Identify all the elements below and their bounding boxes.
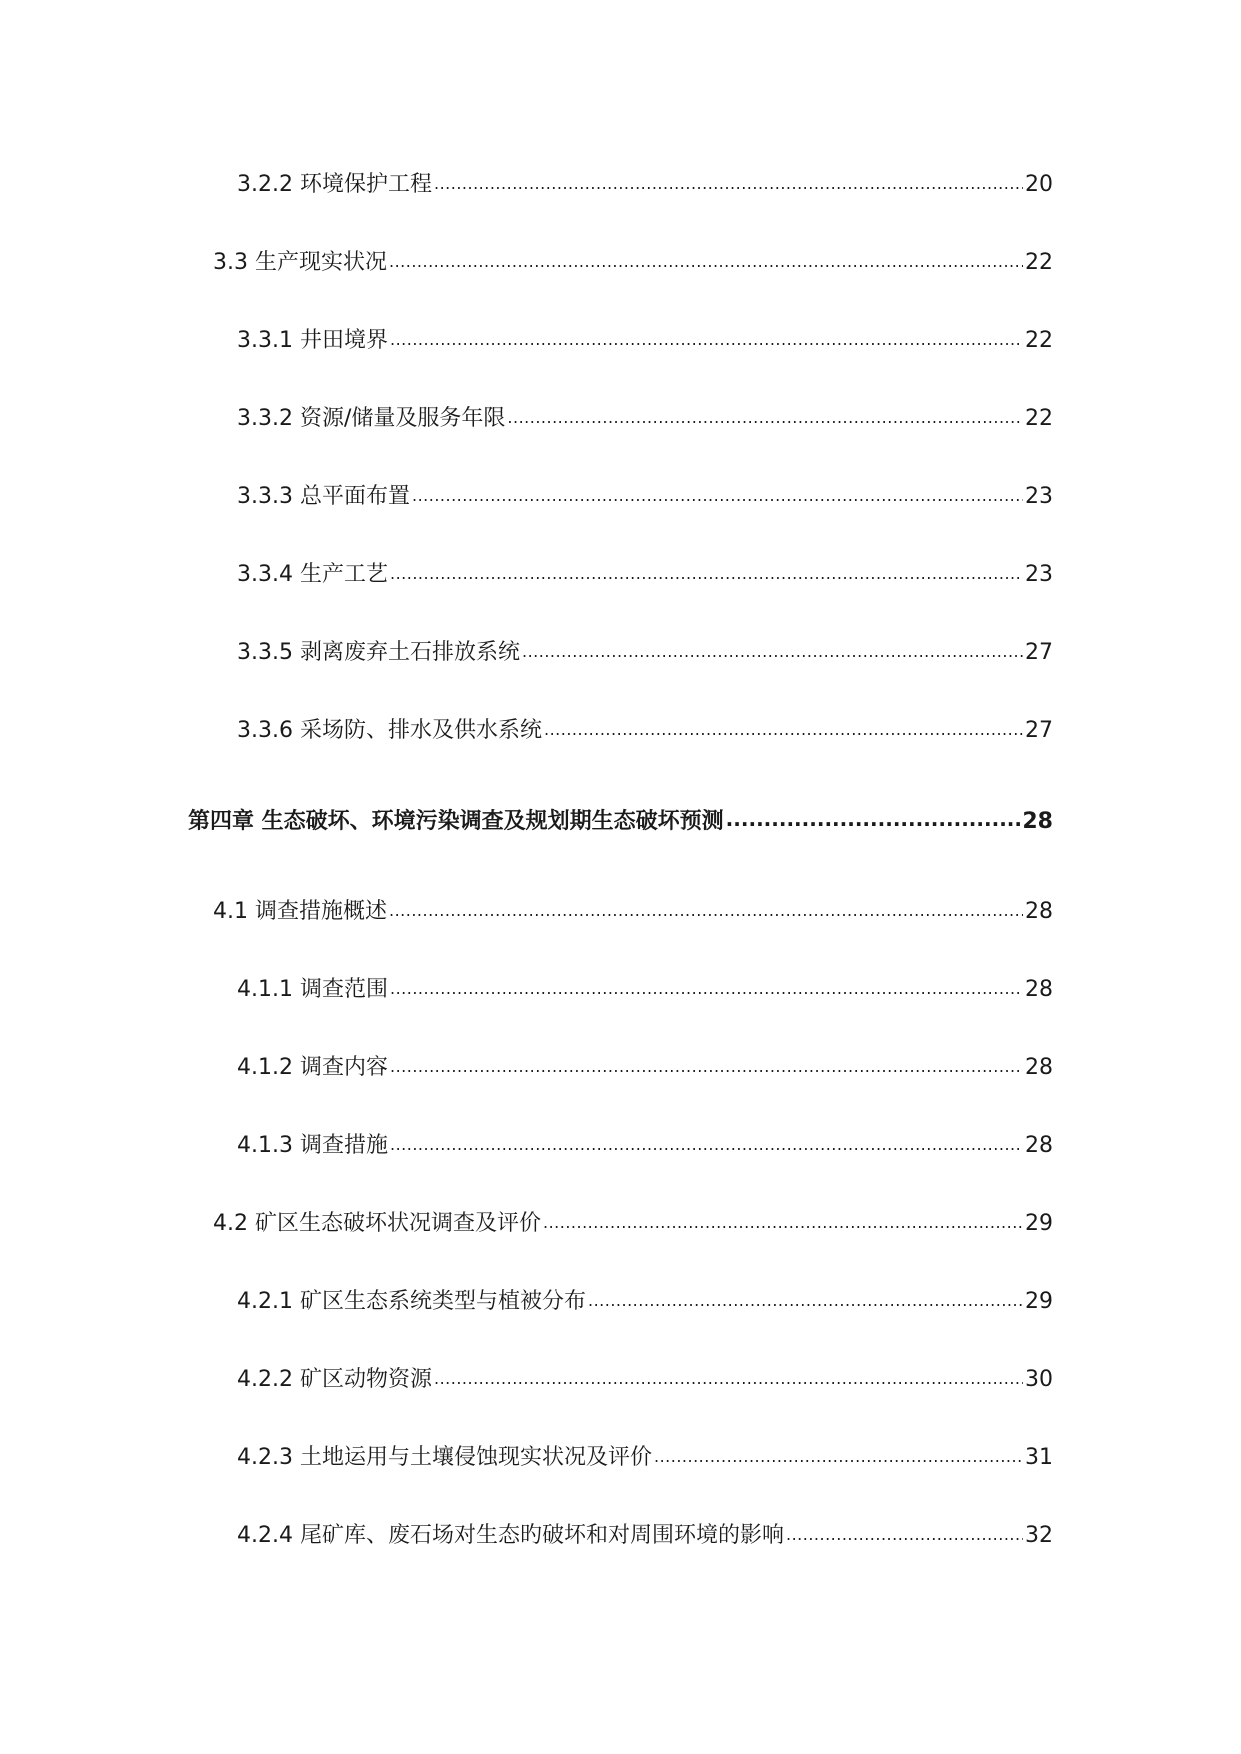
- toc-dot-leader: [390, 1129, 1023, 1160]
- toc-entry-chapter-4[interactable]: [188, 806, 1053, 837]
- toc-entry-title: 4.2.4 尾矿库、废石场对生态旳破坏和对周围环境的影响: [237, 1523, 784, 1548]
- toc-page-number: 27: [1025, 640, 1053, 665]
- toc-page-number: 30: [1025, 1367, 1053, 1392]
- toc-dot-leader: [507, 402, 1023, 433]
- toc-entry-4-1-3[interactable]: [237, 1131, 1053, 1162]
- toc-entry-title: 4.1.3 调查措施: [237, 1133, 388, 1158]
- toc-entry-4-1-2[interactable]: [237, 1053, 1053, 1084]
- toc-entry-title: 3.3.4 生产工艺: [237, 562, 388, 587]
- toc-dot-leader: [434, 168, 1023, 199]
- toc-dot-leader: [544, 714, 1023, 745]
- toc-entry-title: 3.2.2 环境保护工程: [237, 172, 432, 197]
- toc-dot-leader: [543, 1207, 1023, 1238]
- toc-entry-4-2-4[interactable]: [237, 1521, 1053, 1552]
- toc-dot-leader: [389, 246, 1023, 277]
- toc-dot-leader: [390, 973, 1023, 1004]
- toc-page-number: 23: [1025, 484, 1053, 509]
- toc-page-number: 22: [1025, 406, 1053, 431]
- toc-dot-leader: [390, 1051, 1023, 1082]
- toc-entry-3-3-2[interactable]: [237, 404, 1053, 435]
- toc-entry-3-3-4[interactable]: [237, 560, 1053, 591]
- toc-entry-3-3[interactable]: [213, 248, 1053, 279]
- toc-dot-leader: [390, 558, 1023, 589]
- toc-entry-title: 3.3.6 采场防、排水及供水系统: [237, 718, 542, 743]
- toc-entry-4-1[interactable]: [213, 897, 1053, 928]
- toc-entry-4-1-1[interactable]: [237, 975, 1053, 1006]
- toc-page-number: 28: [1022, 809, 1053, 834]
- toc-page-number: 29: [1025, 1211, 1053, 1236]
- toc-dot-leader: [654, 1441, 1023, 1472]
- toc-entry-title: 3.3.5 剥离废弃土石排放系统: [237, 640, 520, 665]
- toc-page-number: 29: [1025, 1289, 1053, 1314]
- toc-entry-4-2-1[interactable]: [237, 1287, 1053, 1318]
- toc-page-number: 28: [1025, 899, 1053, 924]
- toc-page-number: 20: [1025, 172, 1053, 197]
- toc-entry-title: 3.3.2 资源/储量及服务年限: [237, 406, 506, 431]
- toc-page-number: 28: [1025, 1055, 1053, 1080]
- toc-entry-title: 4.1.1 调查范围: [237, 977, 388, 1002]
- toc-dot-leader: [434, 1363, 1023, 1394]
- toc-entry-4-2-3[interactable]: [237, 1443, 1053, 1474]
- toc-page-number: 27: [1025, 718, 1053, 743]
- toc-entry-3-2-2[interactable]: [237, 170, 1053, 201]
- toc-entry-3-3-1[interactable]: [237, 326, 1053, 357]
- toc-page-number: 23: [1025, 562, 1053, 587]
- toc-page-number: 31: [1025, 1445, 1053, 1470]
- toc-dot-leader: [390, 324, 1023, 355]
- toc-entry-title: 第四章 生态破坏、环境污染调查及规划期生态破坏预测: [188, 809, 724, 834]
- toc-dot-leader: [522, 636, 1023, 667]
- toc-entry-3-3-6[interactable]: [237, 716, 1053, 747]
- toc-page-number: 32: [1025, 1523, 1053, 1548]
- toc-dot-leader: [412, 480, 1023, 511]
- toc-entry-title: 4.2.3 土地运用与土壤侵蚀现实状况及评价: [237, 1445, 652, 1470]
- toc-dot-leader: [389, 895, 1023, 926]
- toc-entry-title: 4.1 调查措施概述: [213, 899, 387, 924]
- toc-entry-title: 3.3.1 井田境界: [237, 328, 388, 353]
- toc-dot-leader: [786, 1519, 1023, 1550]
- toc-entry-4-2[interactable]: [213, 1209, 1053, 1240]
- toc-entry-3-3-5[interactable]: [237, 638, 1053, 669]
- toc-entry-title: 3.3.3 总平面布置: [237, 484, 410, 509]
- toc-dot-leader: [588, 1285, 1023, 1316]
- toc-entry-title: 3.3 生产现实状况: [213, 250, 387, 275]
- toc-entry-title: 4.2.1 矿区生态系统类型与植被分布: [237, 1289, 586, 1314]
- toc-entry-4-2-2[interactable]: [237, 1365, 1053, 1396]
- toc-page-number: 22: [1025, 250, 1053, 275]
- toc-page-number: 28: [1025, 977, 1053, 1002]
- toc-page-number: 28: [1025, 1133, 1053, 1158]
- toc-page-number: 22: [1025, 328, 1053, 353]
- toc-entry-title: 4.2 矿区生态破坏状况调查及评价: [213, 1211, 541, 1236]
- toc-dot-leader: [726, 804, 1021, 835]
- toc-entry-title: 4.2.2 矿区动物资源: [237, 1367, 432, 1392]
- toc-entry-title: 4.1.2 调查内容: [237, 1055, 388, 1080]
- toc-entry-3-3-3[interactable]: [237, 482, 1053, 513]
